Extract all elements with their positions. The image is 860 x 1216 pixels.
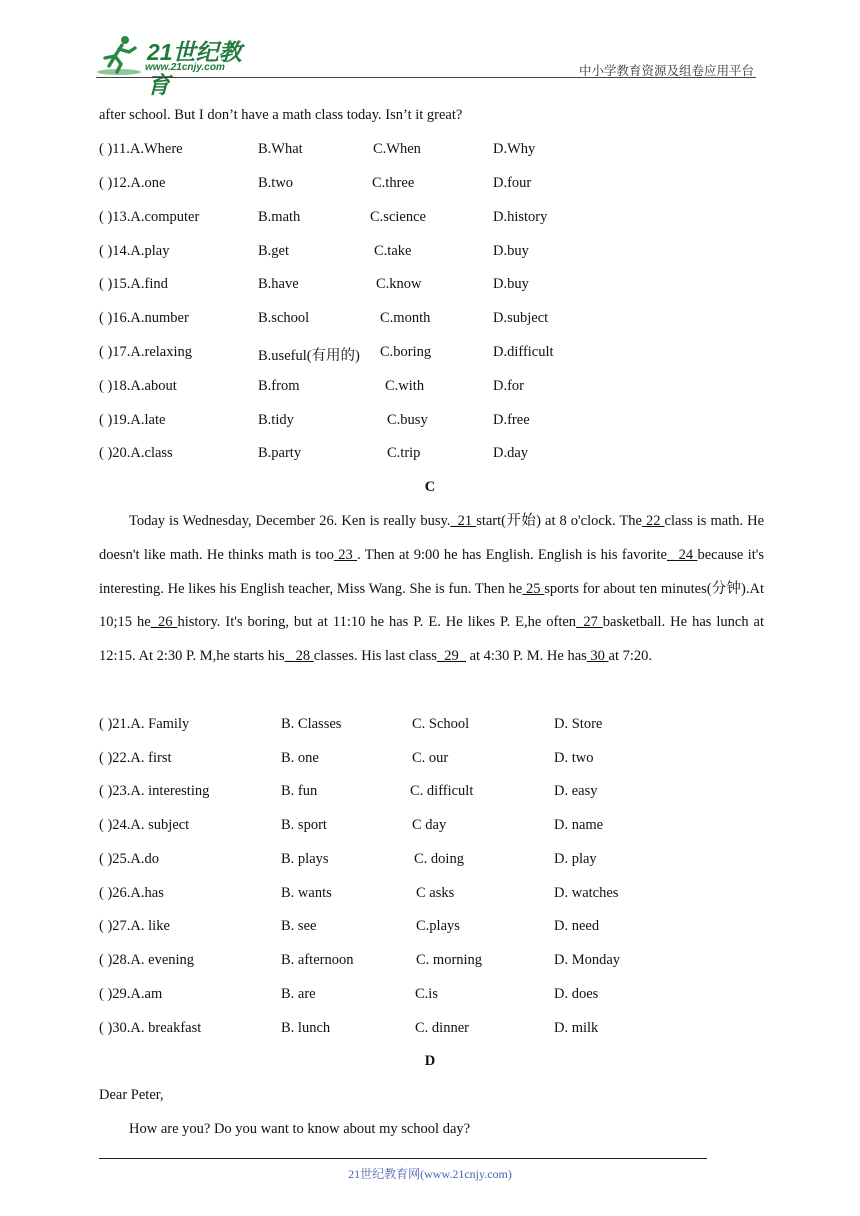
section-d-title: D xyxy=(424,1053,436,1069)
option-c: C asks xyxy=(416,885,455,901)
option-d: D.difficult xyxy=(493,344,554,360)
question-number: ( )19.A.late xyxy=(99,412,166,428)
option-b: B.party xyxy=(258,445,302,461)
option-c: C.plays xyxy=(416,918,460,934)
question-number: ( )25.A.do xyxy=(99,851,160,867)
option-b: B. sport xyxy=(281,817,327,833)
option-b: B.What xyxy=(258,141,303,157)
question-number: ( )16.A.number xyxy=(99,310,189,326)
question-number: ( )13.A.computer xyxy=(99,209,200,225)
option-b: B. wants xyxy=(281,885,332,901)
footer-divider xyxy=(99,1158,707,1159)
option-b: B. one xyxy=(281,750,319,766)
blank-21: _21 xyxy=(450,513,477,529)
section-c-title: C xyxy=(424,479,436,495)
option-d: D. watches xyxy=(554,885,619,901)
passage-c: Today is Wednesday, December 26. Ken is really busy._21 start(开始) at 8 o'clock. The 22 class is math. He doesn't like math. He thinks math is too 23 . Then at 9:00 he has English. English is his favorite_ 24 because it's interesting. He likes his English teacher, Miss Wang. She is fun. Then he 25 sports for about ten minutes(分钟).At 10;15 he_26 history. It's boring, but at 11:10 he has P. E. He likes P. E,he often_27 basketball. He has lunch at 12:15. At 2:30 P. M,he starts his_ 28 classes. His last class_29_ at 4:30 P. M. He has 30 at 7:20. xyxy=(99,513,765,665)
option-d: D. milk xyxy=(554,1020,599,1036)
logo-title: 21世纪教育 xyxy=(147,39,242,98)
passage-b-last-line: after school. But I don’t have a math class today. Isn’t it great? xyxy=(99,107,463,123)
question-number: ( )18.A.about xyxy=(99,378,177,394)
option-b: B.from xyxy=(258,378,300,394)
question-number: ( )21.A. Family xyxy=(99,716,190,732)
option-c: C. our xyxy=(412,750,449,766)
question-number: ( )26.A.has xyxy=(99,885,164,901)
option-d: D. easy xyxy=(554,783,598,799)
option-c: C.know xyxy=(376,276,422,292)
blank-26: _26 xyxy=(150,614,178,631)
blank-27: _27 xyxy=(576,614,603,631)
blank-24: _ 24 xyxy=(666,546,698,563)
option-d: D.subject xyxy=(493,310,549,326)
footer-text: 21世纪教育网(www.21cnjy.com) xyxy=(348,1167,512,1181)
blank-30: 30 xyxy=(586,648,609,665)
question-number: ( )30.A. breakfast xyxy=(99,1020,202,1036)
option-c: C.is xyxy=(415,986,438,1002)
option-b: B.tidy xyxy=(258,412,294,428)
question-number: ( )20.A.class xyxy=(99,445,173,461)
option-d: D.Why xyxy=(493,141,536,157)
question-number: ( )15.A.find xyxy=(99,276,168,292)
option-d: D.buy xyxy=(493,243,529,259)
option-d: D. does xyxy=(554,986,599,1002)
question-number: ( )28.A. evening xyxy=(99,952,195,968)
option-b: B.have xyxy=(258,276,299,292)
option-d: D. Monday xyxy=(554,952,621,968)
option-c: C day xyxy=(412,817,447,833)
option-c: C. dinner xyxy=(415,1020,469,1036)
option-b: B.two xyxy=(258,175,294,191)
blank-23: 23 xyxy=(333,546,358,563)
option-d: D.free xyxy=(493,412,530,428)
header-divider xyxy=(96,77,756,78)
option-b: B.school xyxy=(258,310,310,326)
option-b: B. Classes xyxy=(281,716,342,732)
option-c: C.science xyxy=(370,209,426,225)
blank-28: _ 28 xyxy=(284,648,314,665)
blank-29: _29_ xyxy=(436,648,466,665)
option-c: C. doing xyxy=(414,851,464,867)
option-b: B. lunch xyxy=(281,1020,331,1036)
option-d: D. play xyxy=(554,851,597,867)
option-d: D. need xyxy=(554,918,600,934)
blank-25: 25 xyxy=(522,580,545,597)
option-b: B. afternoon xyxy=(281,952,354,968)
option-d: D.history xyxy=(493,209,548,225)
blank-22: 22 xyxy=(641,513,665,529)
option-c: C.take xyxy=(374,243,412,259)
question-number: ( )23.A. interesting xyxy=(99,783,210,799)
option-c: C.When xyxy=(373,141,421,157)
option-d: D. two xyxy=(554,750,594,766)
option-c: C.with xyxy=(385,378,425,394)
question-number: ( )29.A.am xyxy=(99,986,163,1002)
question-number: ( )12.A.one xyxy=(99,175,166,191)
letter-first-line: How are you? Do you want to know about my school day? xyxy=(129,1121,471,1137)
question-number: ( )22.A. first xyxy=(99,750,172,766)
option-d: D. name xyxy=(554,817,604,833)
option-b: B. see xyxy=(281,918,317,934)
question-number: ( )27.A. like xyxy=(99,918,170,934)
letter-greeting: Dear Peter, xyxy=(99,1087,164,1103)
option-b: B. fun xyxy=(281,783,318,799)
option-d: D.day xyxy=(493,445,529,461)
option-d: D.for xyxy=(493,378,525,394)
question-number: ( )24.A. subject xyxy=(99,817,190,833)
option-c: C. difficult xyxy=(410,783,474,799)
option-d: D.buy xyxy=(493,276,529,292)
option-c: C. School xyxy=(412,716,470,732)
platform-label: 中小学教育资源及组卷应用平台 xyxy=(578,63,754,78)
option-d: D. Store xyxy=(554,716,603,732)
option-b: B.useful(有用的) xyxy=(258,348,360,364)
option-c: C.month xyxy=(380,310,431,326)
question-number: ( )14.A.play xyxy=(99,243,170,259)
option-c: C.busy xyxy=(387,412,428,428)
option-b: B.get xyxy=(258,243,290,259)
question-number: ( )17.A.relaxing xyxy=(99,344,193,360)
page-header xyxy=(0,0,860,98)
question-number: ( )11.A.Where xyxy=(99,141,183,157)
option-c: C. morning xyxy=(416,952,483,968)
option-c: C.boring xyxy=(380,344,432,360)
option-b: B. plays xyxy=(281,851,329,867)
option-b: B.math xyxy=(258,209,301,225)
logo xyxy=(95,34,260,98)
logo-url: www.21cnjy.com xyxy=(145,62,225,73)
option-d: D.four xyxy=(493,175,532,191)
option-c: C.three xyxy=(372,175,415,191)
runner-icon xyxy=(95,34,143,78)
option-b: B. are xyxy=(281,986,316,1002)
option-c: C.trip xyxy=(387,445,421,461)
